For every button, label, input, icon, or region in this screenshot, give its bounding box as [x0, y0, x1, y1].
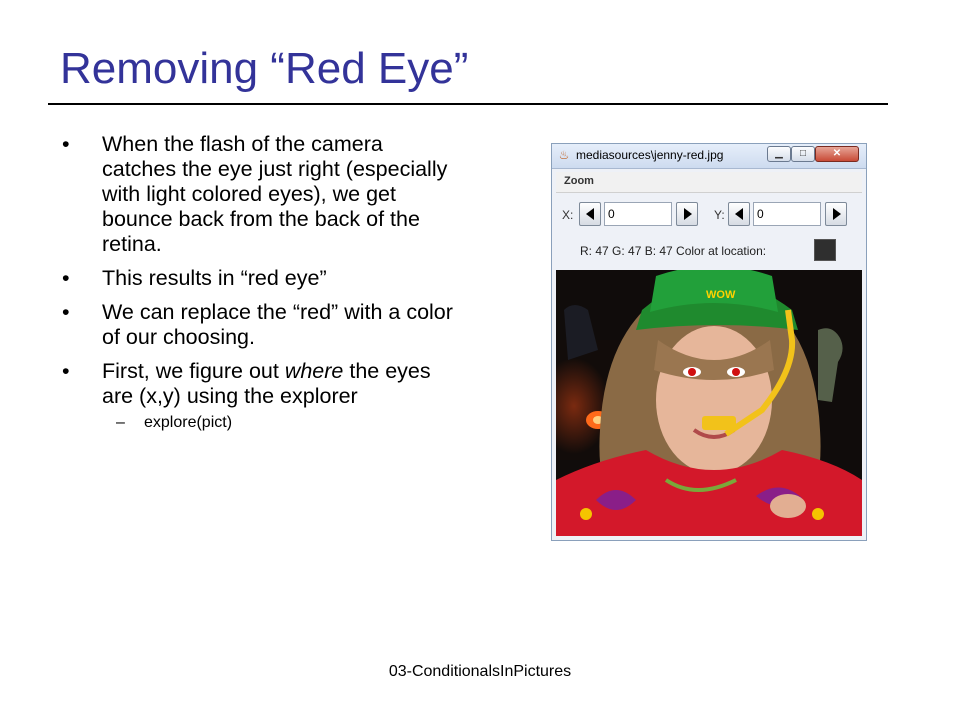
left-arrow-icon: [735, 208, 743, 220]
bullet-item: • This results in “red eye”: [62, 266, 327, 290]
bullet-item: • When the flash of the camera catches the eye just right (especially with light colored eyes), we get bounce back from the back of the retina.: [62, 132, 448, 256]
sub-bullet-list: [102, 413, 462, 433]
bullet-item: • First, we figure out where the eyes are (x,y) using the explorer – explore(pict): [62, 359, 462, 433]
right-arrow-icon: [684, 208, 692, 220]
y-coordinate-input[interactable]: [753, 202, 821, 226]
right-arrow-icon: [833, 208, 841, 220]
svg-text:WOW: WOW: [706, 289, 736, 301]
sub-bullet-item: – explore(pict): [116, 414, 233, 431]
maximize-button[interactable]: □: [791, 146, 815, 162]
window-titlebar[interactable]: [552, 144, 866, 169]
x-decrement-button[interactable]: [579, 202, 601, 226]
slide-footer: 03-ConditionalsInPictures: [388, 663, 572, 680]
minimize-button[interactable]: ▁: [767, 146, 791, 162]
picture-explorer-window: [551, 143, 867, 541]
bullet-list: [62, 132, 462, 442]
window-title: mediasources\jenny-red.jpg: [576, 148, 724, 162]
x-increment-button[interactable]: [676, 202, 698, 226]
color-swatch: [814, 239, 836, 261]
y-decrement-button[interactable]: [728, 202, 750, 226]
bullet-item: • We can replace the “red” with a color of our choosing.: [62, 300, 453, 349]
left-arrow-icon: [586, 208, 594, 220]
girl-photo: [556, 270, 862, 536]
x-coordinate-input[interactable]: [604, 202, 672, 226]
picture-canvas[interactable]: [556, 270, 862, 536]
y-label: Y:: [714, 208, 725, 222]
close-button[interactable]: ✕: [815, 146, 859, 162]
color-at-location-readout: R: 47 G: 47 B: 47 Color at location:: [580, 244, 767, 258]
title-underline: [48, 103, 888, 105]
x-label: X:: [562, 208, 574, 222]
y-increment-button[interactable]: [825, 202, 847, 226]
slide-title: Removing “Red Eye”: [60, 44, 469, 93]
menu-zoom[interactable]: Zoom: [564, 175, 594, 187]
menu-bar: [556, 172, 862, 193]
java-app-icon: ♨: [558, 148, 570, 162]
